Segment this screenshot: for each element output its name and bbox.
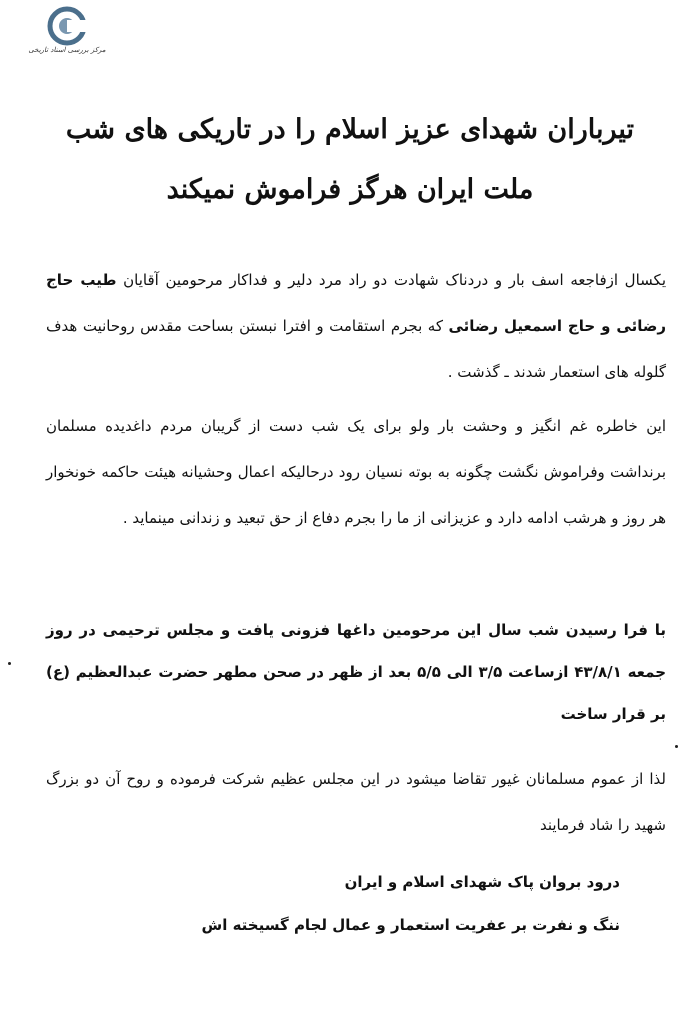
martyrs-names: طیب حاج رضائی و حاج اسمعیل رضائی	[46, 271, 666, 335]
archive-logo	[8, 6, 126, 60]
logo-caption: مرکز بررسی اسناد تاریخی	[28, 46, 106, 54]
paragraph-anniversary-end: که بجرم استقامت و افترا نبستن بساحت مقدس روحانیت هدف گلوله های استعمار شدند ـ گذشت .	[46, 317, 666, 381]
paragraph-invitation: لذا از عموم مسلمانان غیور تقاضا میشود در این مجلس عظیم شرکت فرموده و روح آن دو بزرگ شهید را شاد فرمایند	[46, 770, 666, 834]
closing-condemnation: ننگ و نفرت بر عفریت استعمار و عمال لجام گسیخته اش	[201, 916, 620, 934]
paragraph-memory: این خاطره غم انگیز و وحشت بار ولو برای یک شب دست از گریبان مردم داغدیده مسلمان برنداشت وفراموش نگشت چگونه به بوته نسیان رود درحالیکه اعمال وحشیانه هیئت حاکمه خونخوار هر روز و هرشب ادامه دارد و عزیزانی از ما را بجرم دفاع از حق تبعید و زندانی مینماید .	[46, 417, 666, 527]
paragraph-anniversary-intro: یکسال ازفاجعه اسف بار و دردناک شهادت دو راد مرد دلیر و فداکار مرحومین آقایان	[116, 271, 666, 289]
paragraph-ceremony: با فرا رسیدن شب سال این مرحومین داغها فزونی یافت و مجلس ترحیمی در روز جمعه ۴۳/۸/۱ ازساعت ۳/۵ الی ۵/۵ بعد از ظهر در صحن مطهر حضرت عبدالعظیم (ع) بر قرار ساخت	[46, 621, 666, 723]
ink-speck	[8, 662, 11, 665]
paragraph-anniversary	[46, 257, 666, 397]
page-title: تیرباران شهدای عزیز اسلام را در تاریکی های شب ملت ایران هرگز فراموش نمیکند	[65, 114, 635, 205]
closing-salute: درود بروان پاک شهدای اسلام و ایران	[344, 873, 620, 891]
ink-speck	[675, 745, 678, 748]
archive-emblem-icon	[28, 6, 106, 46]
